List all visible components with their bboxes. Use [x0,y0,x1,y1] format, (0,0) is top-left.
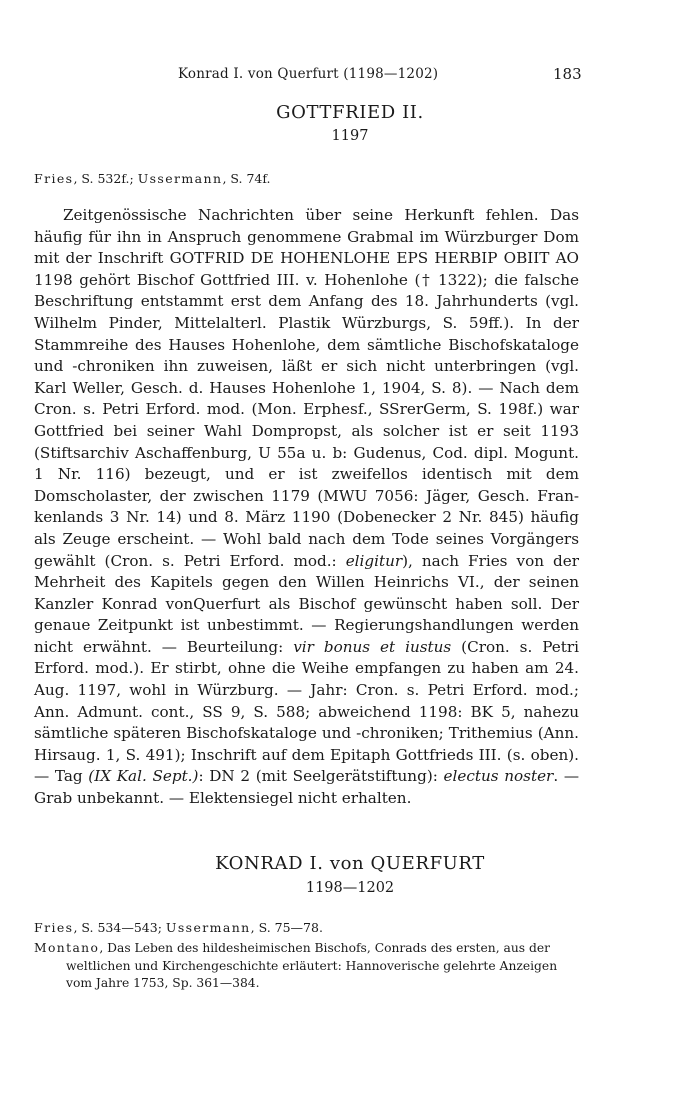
bib-author-montano: Montano [34,941,100,955]
body-text-run: Zeitgenössische Nachrichten über seine Herkunft fehlen. Das häufig für ihn in Anspruch genommene Grabmal im Würzburger Dom mit der Inschrift GOTFRID DE HOHENLOHE EPS HERBIP OBIIT AO 1198 gehört Bischof Gottfried III. v. Hohenlohe († 1322); die falsche Beschriftung entstammt erst dem Anfang des 18. Jahrhunderts (vgl. Wilhelm Pinder, Mittelalterl. Plastik Würzburgs, S. 59ff.). In der Stammreihe des Hauses Hohenlohe, dem sämtliche Bischofskataloge und -chroniken ihn zuweisen, läßt er sich nicht unterbringen (vgl. Karl Weller, Gesch. d. Hauses Hohenlohe 1, 1904, S. 8). — Nach dem Cron. s. Petri Erford. mod. (Mon. Erphesf., SSrerGerm, S. 198f.) war Gottfried bei seiner Wahl Dompropst, als solcher ist er seit 1193 (Stiftsarchiv Aschaffenburg, U 55a u. b: Gudenus, Cod. dipl. Mogunt. 1 Nr. 116) bezeugt, und er ist zweifellos identisch mit dem Domscholaster, der zwischen 1179 (MWU 7056: Jäger, Gesch. Frankenlands 3 Nr. 14) und 8. März 1190 (Dobenecker 2 Nr. 845) häufig als Zeuge erscheint. — Wohl bald nach dem Tode seines Vorgängers gewählt (Cron. s. Petri Erford. mod.: [34,206,579,570]
body-text-run: . — Grab unbekannt. — Elektensiegel nicht erhalten. [34,767,580,808]
ref-author-ussermann: Ussermann [165,920,251,935]
ref-text: , S. 534—543; [73,920,166,935]
references-gottfried [34,171,594,186]
ref-author-fries: Fries [34,920,74,935]
bibliography-konrad [34,940,582,993]
ref-text: , S. 74f. [222,171,271,186]
body-text-run: (Cron. s. Petri Erford. mod.). Er stirbt, ohne die Weihe empfangen zu haben am 24. Aug. 1197, wohl in Würzburg. — Jahr: Cron. s. Petri Erford. mod.; Ann. Admunt. cont., SS 9, S. 588; abweichend 1198: BK 5, nahezu sämtliche späteren Bischofskataloge und -chroniken; Trithemius (Ann. Hirsaug. 1, S. 491); Inschrift auf dem Epitaph Gottfrieds III. (s. oben). — Tag [34,637,579,786]
ref-text: , S. 532f.; [73,171,138,186]
italic-date: (IX Kal. Sept.) [88,767,199,786]
section-years-gottfried: 1197 [331,128,369,144]
references-konrad [34,920,594,935]
body-text-run: : DN 2 (mit Seelgerätstiftung): [198,767,444,786]
running-head [0,66,700,86]
body-paragraph [34,205,579,810]
page-number: 183 [553,65,582,83]
running-title: Konrad I. von Querfurt (1198—1202) [178,66,439,82]
italic-quote: eligitur [345,551,403,570]
section-years-konrad: 1198—1202 [305,880,395,896]
body-text-gottfried [34,205,579,810]
body-text-run: ), nach Fries von der Mehrheit des Kapitels gegen den Willen Heinrichs VI., der seinen Kanzler Konrad vonQuerfurt als Bischof gewünscht haben soll. Der genaue Zeitpunkt ist unbestimmt. — Regierungshandlungen werden nicht erwähnt. — Beurteilung: [34,551,579,656]
ref-text: , S. 75—78. [250,920,323,935]
section-title-konrad: KONRAD I. von QUERFURT [215,853,485,874]
ref-author-ussermann: Ussermann [137,171,223,186]
italic-quote: electus noster [443,767,554,786]
italic-quote: vir bonus et iustus [293,637,452,656]
bibliography-entry [34,940,582,993]
section-title-gottfried: GOTTFRIED II. [276,102,424,123]
bib-text: , Das Leben des hildesheimischen Bischofs, Conrads des ersten, aus der weltlichen und Kirchengeschichte erläutert: Hannoverische gelehrte Anzeigen vom Jahre 1753, Sp. 361—384. [66,941,558,990]
ref-author-fries: Fries [34,171,74,186]
